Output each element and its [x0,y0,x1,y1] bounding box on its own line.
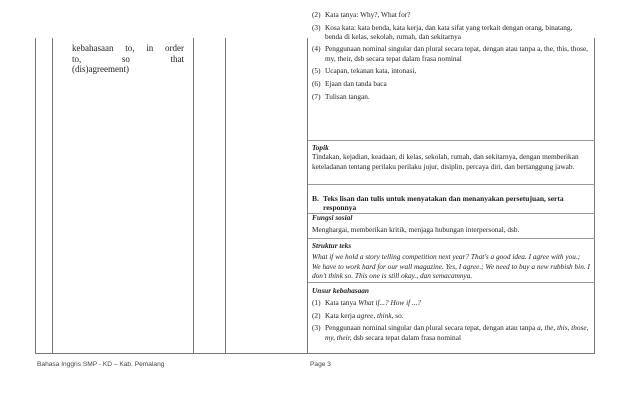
list-item: (7) Tulisan tangan. [312,91,370,101]
list-item: (2) Kata tanya: Why?, What for? [312,10,411,19]
footer-title: Bahasa Inggris SMP - KD – Kab. Pemalang [37,361,165,368]
social-function-text: Menghargai, memberikan kritik, menjaga hubungan interpersonal, dsb. [312,225,520,235]
competency-line-3: (dis)agreement) [72,64,129,74]
section-divider [308,140,595,141]
page-number: Page 3 [310,361,331,368]
social-function-heading: Fungsi sosial [312,213,353,222]
competency-line-1: kebahasaan to, in order [72,43,184,53]
list-item: (3) Kosa kata: kata benda, kata kerja, dan kata sifat yang terkait dengan orang, binatang, benda di kelas, sekolah, rumah, dan sekitarnya [312,22,573,41]
table-border-bottom [35,353,595,354]
list-item: (1) Kata tanya What if...? How if ...? [312,298,422,308]
table-border-left [35,38,36,354]
table-border-right [594,38,595,354]
table-col-divider-1 [52,38,53,354]
table-col-divider-4 [307,38,308,354]
table-col-divider-2 [193,38,194,354]
competency-line-2: to, so that [72,53,184,64]
list-item: (5) Ucapan, tekanan kata, intonasi, [312,66,417,76]
language-features-heading: Unsur kebahasaan [312,286,369,295]
topic-heading: Topik [312,143,329,152]
list-item: (6) Ejaan dan tanda baca [312,78,387,88]
list-item: (3) Penggunaan nominal singular dan plural secara tepat, dengan atau tanpa a, the, this, those, my, their, dsb secara tepat dalam frasa nominal [312,323,589,342]
language-features-section [312,286,590,345]
section-divider [308,184,595,185]
topic-section [312,143,590,171]
list-item: (2) Kata kerja agree, think, so. [312,310,404,320]
section-divider [308,282,595,283]
material-list [312,10,590,104]
list-item: (4) Penggunaan nominal singular dan plural secara tepat, dengan atau tanpa a, the, this, those, my, their, dsb secara tepat dalam frasa nominal [312,44,589,63]
text-structure-section [312,241,590,280]
text-structure-heading: Struktur teks [312,241,352,250]
section-b-heading: B. Teks lisan dan tulis untuk menyatakan dan menanyakan persetujuan, serta responnya [312,194,564,213]
topic-text: Tindakan, kejadian, keadaan, di kelas, sekolah, rumah, dan sekitarnya, dengan memberikan keteladanan tentang perilaku perilaku jujur, disiplin, percaya diri, dan bertanggung jawab. [312,152,579,171]
section-divider [308,238,595,239]
competency-text [72,43,184,75]
text-structure-example: What if we hold a story telling competition next year? That's a good idea. I agree with you.; We have to work hard for our wall magazine. Yes, I agree.; We need to buy a new rubbish bin. I don't think so. This one is still okay., dan semacamnya. [312,252,590,280]
social-function-section [312,213,590,235]
table-col-divider-3 [225,38,226,354]
